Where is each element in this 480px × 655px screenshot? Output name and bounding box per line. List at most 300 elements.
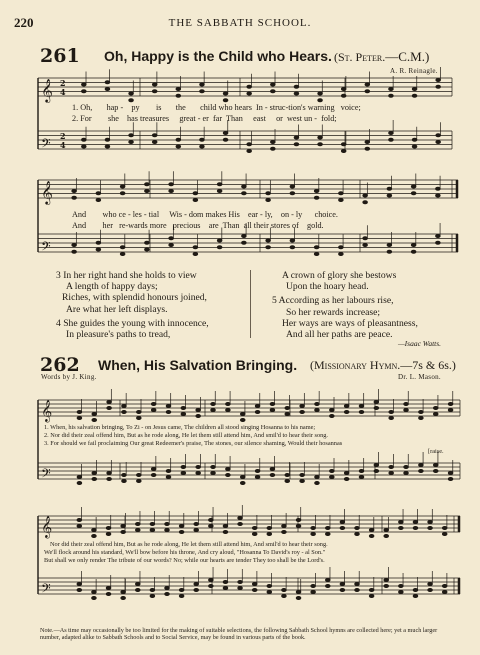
note-head [325, 584, 330, 587]
note-head [290, 192, 295, 195]
note-head [166, 410, 171, 413]
note-head [359, 410, 364, 413]
note-head [92, 590, 97, 593]
note-head [77, 524, 82, 527]
note-head [398, 590, 403, 593]
note-head [270, 467, 275, 470]
note-head [433, 406, 438, 409]
note-head [285, 473, 290, 476]
note-head [166, 475, 171, 478]
svg-text:4: 4 [60, 87, 66, 97]
hymn-title: When, His Salvation Bringing. [98, 357, 298, 373]
svg-text:2: 2 [60, 131, 66, 141]
note-head [266, 198, 271, 201]
lyric-word: ear - ly, [248, 210, 273, 219]
note-head [223, 586, 228, 589]
hymn-title: Oh, Happy is the Child who Hears. [104, 48, 332, 64]
note-head [418, 416, 423, 419]
note-head [365, 83, 370, 86]
note-head [200, 138, 205, 141]
note-head [152, 134, 157, 137]
note-head [412, 145, 417, 148]
note-head [72, 189, 77, 192]
lyric-word: Than [222, 221, 240, 230]
note-head [267, 532, 272, 535]
lyric-word: gold. [307, 221, 324, 230]
note-head [193, 192, 198, 195]
note-head [152, 90, 157, 93]
note-head [448, 471, 453, 474]
note-head [105, 138, 110, 141]
treble-clef-icon: 𝄞 [41, 400, 53, 422]
lyrics-verse-1 [72, 103, 361, 112]
note-head [208, 584, 213, 587]
note-head [384, 534, 389, 537]
note-head [436, 85, 441, 88]
page-number: 220 [14, 15, 34, 30]
note-head [311, 532, 316, 535]
note-head [169, 189, 174, 192]
note-head [193, 252, 198, 255]
note-head [435, 194, 440, 197]
note-head [223, 524, 228, 527]
note-head [294, 92, 299, 95]
note-head [241, 234, 246, 237]
note-head [389, 87, 394, 90]
note-head [428, 588, 433, 591]
note-head [398, 584, 403, 587]
note-head [92, 477, 97, 480]
note-head [129, 92, 134, 95]
note-head [311, 584, 316, 587]
verse-line: And all her paths are peace. [286, 329, 393, 341]
note-head [77, 481, 82, 484]
note-head [179, 588, 184, 591]
note-head [255, 404, 260, 407]
note-head [106, 526, 111, 529]
note-head [270, 83, 275, 86]
note-head [282, 524, 287, 527]
note-head [318, 136, 323, 139]
note-head [81, 138, 86, 141]
lyric-word: hap - [106, 103, 124, 112]
note-head [193, 198, 198, 201]
note-head [411, 185, 416, 188]
hymn-number: 261 [40, 45, 80, 67]
note-head [240, 412, 245, 415]
note-head [240, 481, 245, 484]
note-head [359, 475, 364, 478]
note-head [122, 404, 127, 407]
note-head [315, 402, 320, 405]
note-head [270, 402, 275, 405]
note-head [389, 138, 394, 141]
verse-line: In pleasure's paths to tread, [66, 329, 171, 341]
note-head [411, 192, 416, 195]
note-head [384, 528, 389, 531]
lyric-word: 2. For [72, 114, 92, 123]
hymn-tune [310, 358, 456, 373]
note-head [294, 143, 299, 146]
note-head [270, 90, 275, 93]
verse-line: 4 She guides the young with innocence, [56, 317, 209, 329]
note-head [329, 475, 334, 478]
note-head [179, 530, 184, 533]
note-head [411, 250, 416, 253]
note-head [270, 473, 275, 476]
note-head [344, 471, 349, 474]
note-head [404, 465, 409, 468]
words-credit: Words by J. King. [41, 373, 97, 381]
lyrics-verse-2-line-2: We'll flock around his standard, We'll bow before his throne, And cry aloud, "Hosanna To David's roy - al Son." [44, 549, 326, 556]
note-head [165, 528, 170, 531]
note-head [341, 149, 346, 152]
note-head [208, 524, 213, 527]
note-head [267, 584, 272, 587]
note-head [247, 85, 252, 88]
note-head [107, 477, 112, 480]
verse-line: Her ways are ways of pleasantness, [282, 317, 418, 329]
note-head [238, 586, 243, 589]
note-head [325, 578, 330, 581]
note-head [194, 582, 199, 585]
note-head [152, 83, 157, 86]
note-head [325, 526, 330, 529]
lyric-word: And [72, 210, 87, 219]
note-head [300, 479, 305, 482]
note-head [106, 592, 111, 595]
lyrics-verse-3-line-2: But shall we only render The tribute of our words? No; while our hearts are tender They too shall be the Lord's. [44, 557, 325, 564]
note-head [340, 582, 345, 585]
note-head [151, 402, 156, 405]
note-head [150, 522, 155, 525]
note-head [318, 143, 323, 146]
note-head [217, 183, 222, 186]
note-head [247, 92, 252, 95]
note-head [413, 594, 418, 597]
note-head [270, 408, 275, 411]
note-head [105, 81, 110, 84]
svg-text:4: 4 [60, 140, 66, 150]
note-head [92, 412, 97, 415]
lyrics-verse-2 [72, 114, 337, 123]
treble-clef-icon: 𝄞 [41, 78, 53, 102]
note-head [300, 410, 305, 413]
note-head [435, 241, 440, 244]
lyric-word: precious [172, 221, 201, 230]
note-head [241, 241, 246, 244]
note-head [435, 187, 440, 190]
note-head [329, 469, 334, 472]
note-head [81, 145, 86, 148]
note-head [340, 520, 345, 523]
note-head [311, 590, 316, 593]
note-head [389, 410, 394, 413]
note-head [165, 586, 170, 589]
note-head [448, 408, 453, 411]
lyric-word: on - ly [280, 210, 303, 219]
note-head [144, 241, 149, 244]
bass-clef-icon: 𝄢 [41, 466, 51, 484]
note-head [96, 241, 101, 244]
note-head [165, 592, 170, 595]
note-head [296, 518, 301, 521]
note-head [121, 530, 126, 533]
note-head [369, 528, 374, 531]
note-head [166, 469, 171, 472]
note-head [398, 526, 403, 529]
verse-line: Upon the hoary head. [286, 281, 369, 293]
note-head [136, 473, 141, 476]
note-head [412, 87, 417, 90]
note-head [135, 528, 140, 531]
meter: —7s & 6s.) [400, 358, 456, 372]
verse-line: A crown of glory she bestows [282, 270, 397, 281]
lyric-word: In - struc-tion's warning [256, 103, 335, 112]
note-head [151, 473, 156, 476]
note-head [384, 578, 389, 581]
note-head [413, 526, 418, 529]
note-head [433, 463, 438, 466]
verse-divider [250, 270, 251, 338]
note-head [72, 250, 77, 253]
note-head [72, 243, 77, 246]
note-head [120, 246, 125, 249]
lyric-word: her [102, 221, 113, 230]
note-head [389, 471, 394, 474]
lyric-word: And [72, 221, 87, 230]
note-head [81, 83, 86, 86]
note-head [150, 528, 155, 531]
lyrics-overflow: [raise. [428, 448, 444, 455]
note-head [344, 477, 349, 480]
tune-name: (Missionary Hymn. [310, 358, 401, 372]
hymn-number: 262 [40, 354, 80, 376]
note-head [369, 588, 374, 591]
note-head [255, 469, 260, 472]
note-head [144, 189, 149, 192]
bass-clef-icon: 𝄢 [41, 239, 51, 257]
verses-right-column [272, 270, 418, 340]
note-head [314, 189, 319, 192]
note-head [122, 410, 127, 413]
note-head [398, 520, 403, 523]
note-head [136, 479, 141, 482]
note-head [365, 90, 370, 93]
note-head [338, 246, 343, 249]
tune-name: (St. Peter. [334, 50, 386, 64]
note-head [340, 526, 345, 529]
note-head [193, 246, 198, 249]
meter: —C.M.) [385, 49, 430, 64]
note-head [282, 594, 287, 597]
note-head [151, 467, 156, 470]
note-head [77, 410, 82, 413]
note-head [448, 402, 453, 405]
note-head [120, 185, 125, 188]
note-head [355, 588, 360, 591]
verses-left-column [56, 270, 209, 340]
note-head [136, 416, 141, 419]
note-head [387, 250, 392, 253]
note-head [436, 134, 441, 137]
verse-line: A length of happy days; [66, 281, 158, 293]
running-head: THE SABBATH SCHOOL. [168, 17, 312, 29]
note-head [255, 410, 260, 413]
note-head [92, 418, 97, 421]
lyrics-verse-3: 3. For should we fail proclaiming Our great Redeemer's praise, The stones, our silence shaming, Would their hosannas [44, 440, 343, 447]
note-head [363, 237, 368, 240]
note-head [196, 408, 201, 411]
note-head [208, 578, 213, 581]
note-head [300, 404, 305, 407]
note-head [240, 418, 245, 421]
svg-text:2: 2 [60, 78, 66, 88]
note-head [72, 196, 77, 199]
note-head [107, 471, 112, 474]
note-head [77, 588, 82, 591]
note-head [294, 85, 299, 88]
note-head [181, 406, 186, 409]
note-head [374, 400, 379, 403]
note-head [428, 582, 433, 585]
verse-line: Riches, with splendid honours joined, [62, 292, 207, 304]
note-head [225, 467, 230, 470]
note-head [176, 138, 181, 141]
note-head [329, 414, 334, 417]
note-head [129, 140, 134, 143]
note-head [176, 87, 181, 90]
note-head [77, 582, 82, 585]
lyric-word: far [213, 114, 223, 123]
note-head [129, 99, 134, 102]
note-head [179, 594, 184, 597]
note-head [404, 402, 409, 405]
lyric-word: west un - [287, 114, 318, 123]
note-head [318, 92, 323, 95]
treble-clef-icon: 𝄞 [41, 180, 53, 204]
note-head [290, 185, 295, 188]
note-head [315, 475, 320, 478]
note-head [448, 477, 453, 480]
note-head [296, 590, 301, 593]
note-head [387, 243, 392, 246]
note-head [194, 528, 199, 531]
note-head [169, 243, 174, 246]
bass-clef-icon: 𝄢 [41, 136, 51, 154]
note-head [267, 590, 272, 593]
note-head [129, 134, 134, 137]
note-head [77, 518, 82, 521]
note-head [435, 234, 440, 237]
verse-line: So her rewards increase; [286, 306, 381, 318]
note-head [194, 588, 199, 591]
note-head [341, 94, 346, 97]
note-head [96, 248, 101, 251]
treble-clef-icon: 𝄞 [41, 516, 53, 538]
lyric-word: has treasures [127, 114, 170, 123]
note-head [106, 532, 111, 535]
verse-line: Are what her left displays. [66, 303, 168, 315]
note-head [105, 145, 110, 148]
note-head [413, 588, 418, 591]
note-head [270, 147, 275, 150]
note-head [252, 588, 257, 591]
note-head [107, 406, 112, 409]
note-head [120, 192, 125, 195]
note-head [338, 198, 343, 201]
lyrics-verse-1-line-2: Nor did their zeal offend him, But as he rode along, He let them still attend him, And smil'd to hear their song. [50, 541, 328, 548]
note-head [285, 406, 290, 409]
note-head [208, 518, 213, 521]
note-head [135, 588, 140, 591]
note-head [144, 183, 149, 186]
note-head [418, 463, 423, 466]
note-head [311, 526, 316, 529]
note-head [436, 140, 441, 143]
note-head [369, 594, 374, 597]
note-head [412, 138, 417, 141]
note-head [152, 140, 157, 143]
note-head [77, 416, 82, 419]
note-head [225, 473, 230, 476]
note-head [200, 83, 205, 86]
note-head [442, 526, 447, 529]
note-head [92, 471, 97, 474]
note-head [374, 469, 379, 472]
note-head [165, 522, 170, 525]
note-head [285, 412, 290, 415]
note-head [374, 463, 379, 466]
lyric-word: is [155, 103, 162, 112]
lyric-word: choice. [314, 210, 338, 219]
note-head [252, 526, 257, 529]
note-head [338, 192, 343, 195]
note-head [81, 90, 86, 93]
note-head [135, 522, 140, 525]
note-head [181, 465, 186, 468]
note-head [344, 410, 349, 413]
note-head [181, 412, 186, 415]
note-head [144, 248, 149, 251]
note-head [338, 252, 343, 255]
note-head [169, 183, 174, 186]
note-head [252, 582, 257, 585]
note-head [196, 471, 201, 474]
bass-clef-icon: 𝄢 [41, 581, 51, 599]
note-head [433, 412, 438, 415]
note-head [211, 402, 216, 405]
note-head [290, 246, 295, 249]
note-head [240, 475, 245, 478]
note-head [176, 145, 181, 148]
lyric-word: or [276, 114, 283, 123]
note-head [121, 596, 126, 599]
note-head [436, 78, 441, 81]
note-head [315, 408, 320, 411]
note-head [194, 522, 199, 525]
lyric-word: Than [226, 114, 243, 123]
note-head [442, 590, 447, 593]
lyrics-verse-1: 1. When, his salvation bringing, To Zi - on Jesus came, The children all stood singing Hosanna to his name; [44, 424, 316, 431]
lyric-word: she [107, 114, 119, 123]
note-head [106, 586, 111, 589]
note-head [355, 526, 360, 529]
note-head [255, 475, 260, 478]
note-head [412, 94, 417, 97]
note-head [181, 471, 186, 474]
lyrics-verse-2-line-2 [72, 221, 324, 230]
